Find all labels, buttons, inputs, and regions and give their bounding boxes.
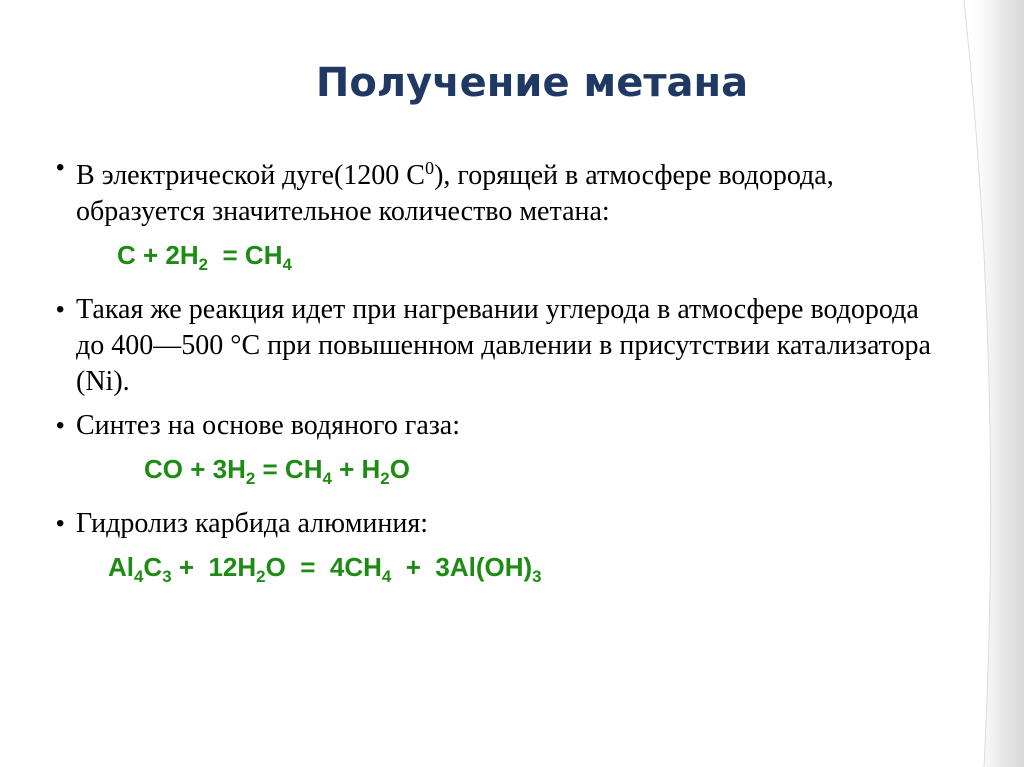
- equation-water-gas: [56, 452, 936, 496]
- equation-methane-synthesis: [56, 238, 936, 282]
- page-title: Получение метана: [315, 60, 749, 106]
- eq-part: = CH: [208, 240, 283, 270]
- eq-part: + H: [331, 453, 381, 484]
- eq-sub: 3: [162, 566, 172, 586]
- item-text: Гидролиз карбида алюминия:: [76, 507, 429, 539]
- eq-part: + 12H: [171, 551, 257, 582]
- eq-part: C: [143, 551, 163, 582]
- eq-sub: 2: [198, 254, 209, 274]
- eq-part: = CH: [255, 453, 323, 484]
- eq-sub: 4: [381, 566, 392, 586]
- eq-part: C + 2H: [117, 240, 199, 270]
- bullet-icon: •: [56, 509, 65, 537]
- equation-aluminum-carbide-hydrolysis: [56, 550, 936, 594]
- list-item: [56, 292, 936, 400]
- list-item: [56, 150, 936, 230]
- eq-sub: 3: [532, 566, 542, 586]
- slide-content: [56, 150, 936, 604]
- list-item: [56, 408, 936, 444]
- eq-sub: 2: [245, 468, 256, 488]
- item-text: Синтез на основе водяного газа:: [76, 409, 461, 441]
- eq-sub: 2: [256, 566, 266, 586]
- eq-sub: 4: [282, 254, 292, 274]
- eq-sub: 4: [134, 566, 144, 586]
- eq-part: Al: [108, 551, 134, 582]
- eq-sub: 2: [380, 468, 390, 488]
- eq-part: O = 4CH: [265, 551, 382, 582]
- bullet-icon: •: [56, 154, 65, 181]
- item-text: Такая же реакция идет при нагревании углерода в атмосфере водорода до 400—500 °С при повышенном давлении в присутствии катализатора (Ni).: [76, 293, 931, 397]
- eq-part: CO + 3H: [144, 453, 246, 484]
- page-curl-decoration: [944, 0, 1024, 767]
- list-item: [56, 506, 936, 542]
- eq-part: O: [389, 453, 410, 484]
- item-text-continued: ), горящей в атмосфере водорода, образуется значительное количество метана:: [76, 160, 834, 227]
- item-text: В электрической дуге(1200 С: [76, 160, 425, 191]
- eq-sub: 4: [322, 468, 332, 488]
- eq-part: + 3Al(OH): [391, 551, 533, 582]
- bullet-icon: •: [56, 295, 65, 323]
- bullet-icon: •: [56, 411, 65, 439]
- degree-superscript: 0: [424, 158, 435, 178]
